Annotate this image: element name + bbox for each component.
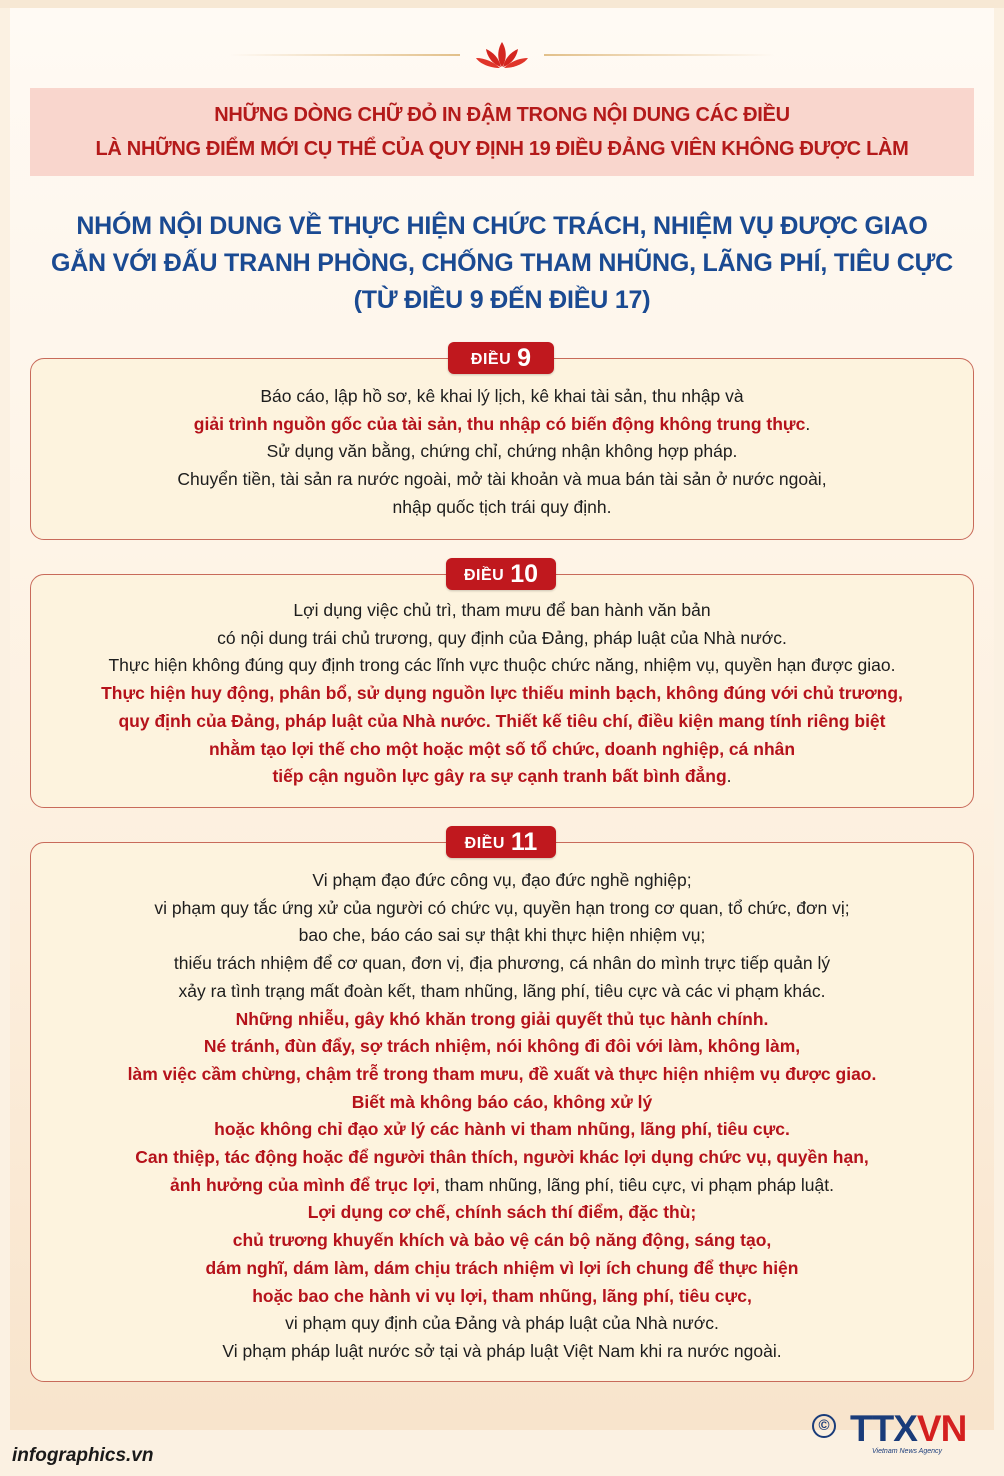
article-11-highlight: dám nghĩ, dám làm, dám chịu trách nhiệm vì lợi ích chung để thực hiện [205,1257,799,1278]
article-11-highlight: chủ trương khuyến khích và bảo vệ cán bộ năng động, sáng tạo, [232,1230,772,1251]
article-11-tag [446,826,556,858]
article-10-tag [446,558,556,590]
logo-tagline: Vietnam News Agency [872,1448,943,1455]
article-10-line: có nội dung trái chủ trương, quy định của Đảng, pháp luật của Nhà nước. [217,627,787,648]
article-11-text [31,867,973,1366]
logo-brand-main: TTX [850,1408,917,1449]
article-11-line [31,1172,973,1200]
article-11-highlight: Né tránh, đùn đẩy, sợ trách nhiệm, nói không đi đôi với làm, không làm, [203,1036,801,1057]
article-11-line: xảy ra tình trạng mất đoàn kết, tham nhũng, lãng phí, tiêu cực và các vi phạm khác. [178,980,826,1001]
section-heading [20,208,984,319]
banner-line-2: LÀ NHỮNG ĐIỂM MỚI CỤ THỂ CỦA QUY ĐỊNH 19 ĐIỀU ĐẢNG VIÊN KHÔNG ĐƯỢC LÀM [95,138,909,160]
article-tag-number: 11 [510,827,538,856]
heading-line-1: NHÓM NỘI DUNG VỀ THỰC HIỆN CHỨC TRÁCH, NHIỆM VỤ ĐƯỢC GIAO [76,212,928,240]
heading-line-2: GẮN VỚI ĐẤU TRANH PHÒNG, CHỐNG THAM NHŨNG, LÃNG PHÍ, TIÊU CỰC [50,249,954,277]
article-10-line-end: . [726,766,732,787]
article-9-line: Sử dụng văn bằng, chứng chỉ, chứng nhận không hợp pháp. [266,441,738,462]
article-9-line [31,411,973,439]
note-banner [30,88,974,176]
logo-brand [850,1408,966,1450]
article-11-highlight: Những nhiễu, gây khó khăn trong giải quyết thủ tục hành chính. [235,1008,769,1029]
article-11-line: bao che, báo cáo sai sự thật khi thực hiện nhiệm vụ; [298,925,706,946]
article-tag-word: ĐIỀU [463,567,505,584]
top-strip [0,0,1004,8]
lotus-icon [472,40,532,70]
article-11-highlight: Can thiệp, tác động hoặc để người thân thích, người khác lợi dụng chức vụ, quyền hạn, [135,1147,869,1168]
article-10-highlight: tiếp cận nguồn lực gây ra sự cạnh tranh bất bình đẳng [272,766,727,787]
article-9-highlight: giải trình nguồn gốc của tài sản, thu nhập có biến động không trung thực [193,413,806,434]
article-11-line: thiếu trách nhiệm để cơ quan, đơn vị, địa phương, cá nhân do mình trực tiếp quản lý [173,953,831,974]
article-9-line: Chuyển tiền, tài sản ra nước ngoài, mở tài khoản và mua bán tài sản ở nước ngoài, [177,469,827,490]
article-10-box [30,574,974,808]
article-10-line [31,763,973,791]
article-11-line: Vi phạm đạo đức công vụ, đạo đức nghề nghiệp; [312,870,692,890]
article-10-line: Lợi dụng việc chủ trì, tham mưu để ban hành văn bản [293,600,711,620]
article-10-highlight: nhằm tạo lợi thế cho một hoặc một số tổ chức, doanh nghiệp, cá nhân [208,738,796,759]
article-tag-word: ĐIỀU [464,835,505,852]
ornament-line-right [544,54,774,56]
article-11-highlight: hoặc không chỉ đạo xử lý các hành vi tham nhũng, lãng phí, tiêu cực. [214,1119,790,1140]
logo-brand-sub: VN [916,1408,967,1449]
article-9-line-end: . [805,413,811,434]
footer-site-link[interactable]: infographics.vn [12,1445,154,1466]
article-11-highlight: Biết mà không báo cáo, không xử lý [351,1091,653,1112]
article-11-highlight: ảnh hưởng của mình để trục lợi [170,1174,436,1195]
article-9-line: Báo cáo, lập hồ sơ, kê khai lý lịch, kê khai tài sản, thu nhập và [260,386,744,406]
article-tag-number: 10 [510,559,539,588]
article-10-highlight: quy định của Đảng, pháp luật của Nhà nước. Thiết kế tiêu chí, điều kiện mang tính riêng biệt [118,710,886,731]
article-11-highlight: làm việc cầm chừng, chậm trễ trong tham mưu, đề xuất và thực hiện nhiệm vụ được giao. [127,1063,877,1084]
article-10-line: Thực hiện không đúng quy định trong các lĩnh vực thuộc chức năng, nhiệm vụ, quyền hạn được giao. [108,655,896,676]
article-11-line-rest: , tham nhũng, lãng phí, tiêu cực, vi phạm pháp luật. [435,1174,834,1195]
article-9-line: nhập quốc tịch trái quy định. [392,496,612,517]
lotus-ornament [210,40,794,70]
heading-line-3: (TỪ ĐIỀU 9 ĐẾN ĐIỀU 17) [353,286,651,314]
article-11-highlight: Lợi dụng cơ chế, chính sách thí điểm, đặc thù; [307,1202,697,1223]
article-11-box [30,842,974,1382]
article-9-tag [448,342,554,374]
article-11-line: vi phạm quy tắc ứng xử của người có chức vụ, quyền hạn trong cơ quan, tổ chức, đơn vị; [154,897,850,918]
article-11-line: vi phạm quy định của Đảng và pháp luật của Nhà nước. [285,1313,719,1334]
article-10-highlight: Thực hiện huy động, phân bổ, sử dụng nguồn lực thiếu minh bạch, không đúng với chủ trương, [101,683,903,704]
article-11-highlight: hoặc bao che hành vi vụ lợi, tham nhũng, lãng phí, tiêu cực, [252,1285,752,1306]
article-11-line: Vi phạm pháp luật nước sở tại và pháp luật Việt Nam khi ra nước ngoài. [222,1340,782,1361]
ttxvn-logo [812,1410,982,1460]
copyright-icon: © [812,1414,836,1438]
article-10-text [31,597,973,791]
article-9-text [31,383,973,522]
ornament-line-left [230,54,460,56]
article-tag-number: 9 [517,343,532,372]
banner-line-1: NHỮNG DÒNG CHỮ ĐỎ IN ĐẬM TRONG NỘI DUNG CÁC ĐIỀU [214,104,790,126]
article-9-box [30,358,974,540]
article-tag-word: ĐIỀU [470,351,512,368]
